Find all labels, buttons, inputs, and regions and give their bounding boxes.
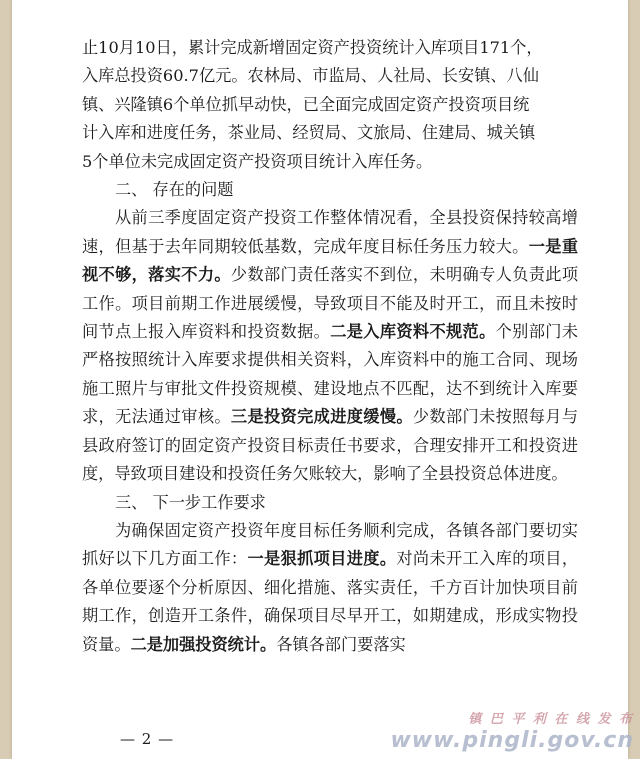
- bold-point-2: 二是入库资料不规范。: [330, 322, 496, 342]
- watermark-url: www.pingli.gov.cn: [390, 727, 634, 753]
- document-body: [82, 34, 578, 659]
- section-heading-next-steps: 三、 下一步工作要求: [115, 492, 266, 512]
- paragraph-problems: 从前三季度固定资产投资工作整体情况看，全县投资保持较高增速，但基于去年同期较低基数，完成年度目标任务压力较大。一是重视不够，落实不力。少数部门责任落实不到位，未明确专人负责此项工作。项目前期工作进展缓慢，导致项目不能及时开工，而且未按时间节点上报入库资料和投资数据。二是入库资料不规范。个别部门未严格按照统计入库要求提供相关资料，入库资料中的施工合同、现场施工照片与审批文件投资规模、建设地点不匹配，达不到统计入库要求，无法通过审核。三是投资完成进度缓慢。少数部门未按照每月与县政府签订的固定资产投资目标责任书要求，合理安排开工和投资进度，导致项目建设和投资任务欠账较大，影响了全县投资总体进度。: [82, 208, 579, 484]
- site-watermark: [390, 713, 634, 753]
- bold-requirement-2: 二是加强投资统计。: [130, 634, 277, 654]
- section-heading-problems: 二、 存在的问题: [115, 180, 234, 200]
- page-number: — 2 —: [120, 730, 175, 748]
- paragraph-progress-summary: 止10月10日，累计完成新增固定资产投资统计入库项目171个， 入库总投资60.7亿元。农林局、市监局、人社局、长安镇、八仙 镇、兴隆镇6个单位抓早动快，已全面完成固定资产投资项目统 计入库和进度任务，茶业局、经贸局、文旅局、住建局、城关镇 5个单位未完成固定资产投资项目统计入库任务。: [82, 38, 543, 171]
- bold-point-3: 三是投资完成进度缓慢。: [230, 407, 413, 427]
- bold-requirement-1: 一是狠抓项目进度。: [247, 549, 397, 569]
- document-page: [12, 0, 628, 759]
- watermark-caption: 镇 巴 平 利 在 线 发 布: [468, 711, 634, 727]
- bold-point-1: 一是重视不够，落实不力。: [82, 236, 579, 285]
- paragraph-next-steps: 为确保固定资产投资年度目标任务顺利完成，各镇各部门要切实抓好以下几方面工作：一是狠抓项目进度。对尚未开工入库的项目，各单位要逐个分析原因、细化措施、落实责任，千方百计加快项目前期工作，创造开工条件，确保项目尽早开工，如期建成，形成实物投资量。二是加强投资统计。各镇各部门要落实: [82, 520, 579, 654]
